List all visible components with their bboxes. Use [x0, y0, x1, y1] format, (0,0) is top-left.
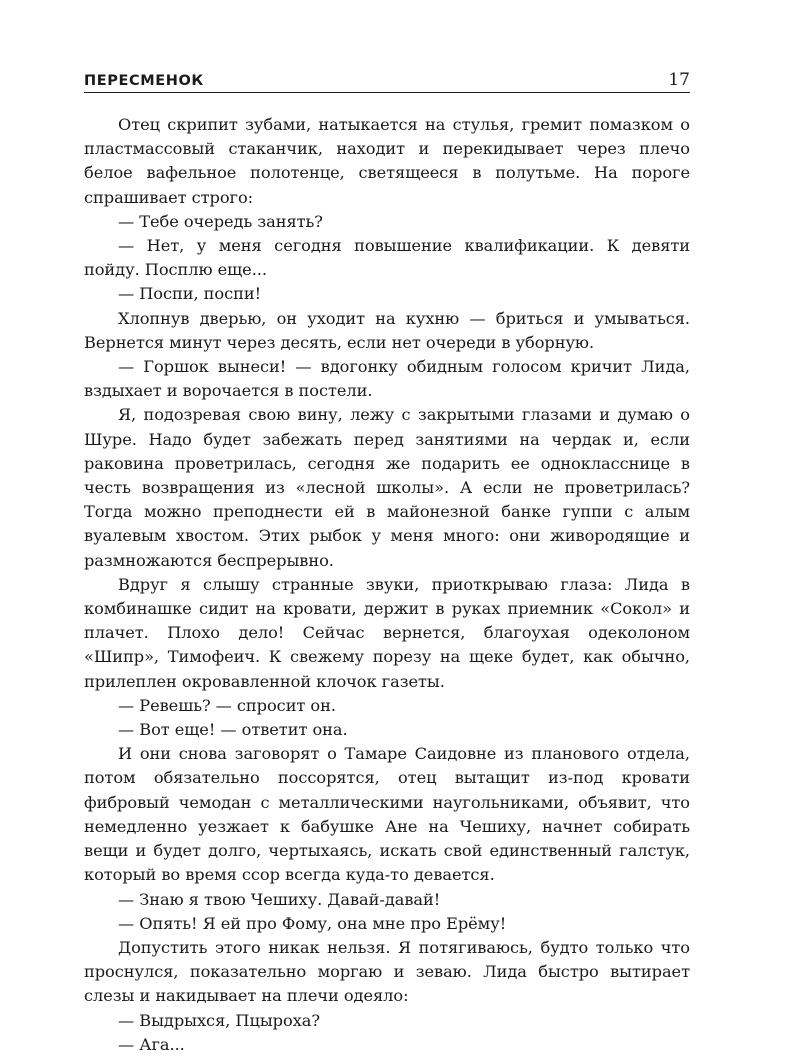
paragraph: Я, подозревая свою вину, лежу с закрытыми глазами и думаю о Шуре. Надо будет забежать перед занятиями на чердак и, если раковина проветрилась, сегодня же подарить ее однокласснице в честь возвращения из «лесной школы». А если не проветрилась? Тогда можно преподнести ей в майонезной банке гуппи с алым вуалевым хвостом. Этих рыбок у меня много: они живородящие и размножаются беспрерывно. [84, 405, 690, 570]
paragraph: И они снова заговорят о Тамаре Саидовне из планового отдела, потом обязательно поссорятся, отец вытащит из-под кровати фибровый чемодан с металлическими наугольниками, объявит, что немедленно уезжает к бабушке Ане на Чешиху, начнет собирать вещи и будет долго, чертыхаясь, искать свой единственный галстук, который во время ссор всегда куда-то девается. [84, 744, 690, 885]
book-page [84, 62, 690, 1057]
paragraph: Отец скрипит зубами, натыкается на стулья, гремит помазком о пластмассовый стаканчик, находит и перекидывает через плечо белое вафельное полотенце, светящееся в полутьме. На пороге спрашивает строго: [84, 115, 690, 207]
dialogue-line: — Нет, у меня сегодня повышение квалификации. К девяти пойду. Посплю еще... [84, 236, 690, 280]
page-number: 17 [668, 70, 690, 90]
dialogue-line: — Ревешь? — спросит он. [118, 695, 336, 715]
dialogue-line: — Ага... [118, 1034, 185, 1054]
dialogue-line: — Знаю я твою Чешиху. Давай-давай! [118, 889, 441, 909]
dialogue-line: — Тебе очередь занять? [118, 211, 323, 231]
dialogue-line: — Горшок вынеси! — вдогонку обидным голосом кричит Лида, вздыхает и ворочается в постели. [84, 357, 690, 401]
running-title: ПЕРЕСМЕНОК [84, 73, 204, 89]
dialogue-line: — Выдрыхся, Пцыроха? [118, 1010, 321, 1030]
dialogue-line: — Поспи, поспи! [118, 284, 262, 304]
running-header [84, 62, 690, 93]
paragraph: Хлопнув дверью, он уходит на кухню — бриться и умываться. Вернется минут через десять, если нет очереди в уборную. [84, 308, 690, 352]
dialogue-line: — Опять! Я ей про Фому, она мне про Ерёму! [118, 913, 507, 933]
body-text [84, 113, 690, 1057]
dialogue-line: — Вот еще! — ответит она. [118, 720, 348, 740]
paragraph: Вдруг я слышу странные звуки, приоткрываю глаза: Лида в комбинашке сидит на кровати, держит в руках приемник «Сокол» и плачет. Плохо дело! Сейчас вернется, благоухая одеколоном «Шипр», Тимофеич. К свежему порезу на щеке будет, как обычно, прилеплен окровавленной клочок газеты. [84, 574, 690, 691]
paragraph: Допустить этого никак нельзя. Я потягиваюсь, будто только что проснулся, показательно моргаю и зеваю. Лида быстро вытирает слезы и накидывает на плечи одеяло: [84, 937, 690, 1006]
